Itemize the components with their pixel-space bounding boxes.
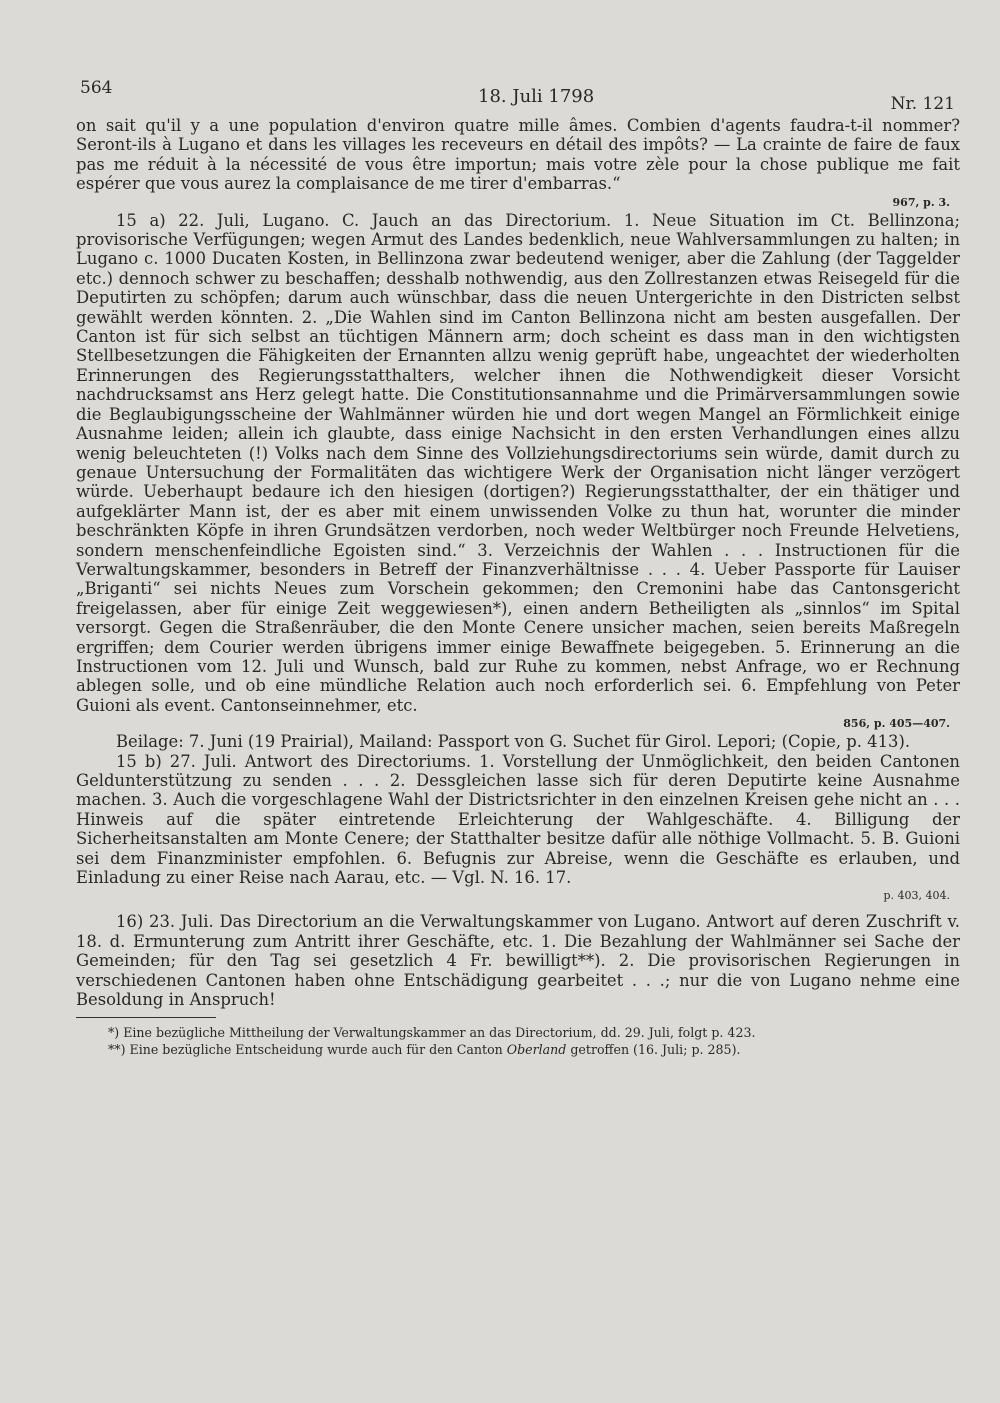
footnote-2-text: **) Eine bezügliche Entscheidung wurde auch für den Canton xyxy=(108,1042,507,1058)
running-title-date: 18. Juli 1798 xyxy=(478,86,595,107)
footnote-1: *) Eine bezügliche Mittheilung der Verwaltungskammer an das Directorium, dd. 29. Juli, folgt p. 423. xyxy=(108,1025,756,1041)
paragraph-15a: 15 a) 22. Juli, Lugano. C. Jauch an das Directorium. 1. Neue Situation im Ct. Bellinzona; provisorische Verfügungen; wegen Armut des Landes bedenklich, neue Wahlversammlungen zu halten; in Lugano c. 1000 Ducaten Kosten, in Bellinzona zwar bedeutend weniger, aber die Zahlung (der Taggelder etc.) dennoch schwer zu beschaffen; desshalb nothwendig, aus den Zollrestanzen etwas Reisegeld für die Deputirten zu schöpfen; darum auch wünschbar, dass die neuen Untergerichte in den Districten selbst gewählt werden könnten. 2. „Die Wahlen sind im Canton Bellinzona nicht am besten ausgefallen. Der Canton ist für sich selbst an tüchtigen Männern arm; doch scheint es dass man in den wichtigsten Stellbesetzungen die Fähigkeiten der Ernannten allzu wenig geprüft habe, ungeachtet der wiederholten Erinnerungen des Regierungsstatthalters, welcher ihnen die Nothwendigkeit dieser Vorsicht nachdrucksamst ans Herz gelegt hatte. Die Constitutionsannahme und die Primärversammlungen sowie die Beglaubigungsscheine der Wahlmänner würden hie und dort wegen Mangel an Förmlichkeit einige Ausnahme leiden; allein ich glaubte, dass einige Nachsicht in den ersten Verhandlungen eines allzu wenig beleuchteten (!) Volks nach dem Sinne des Vollziehungsdirectoriums sein würde, damit durch zu genaue Untersuchung der Formalitäten das wichtigere Werk der Organisation nicht länger verzögert würde. Ueberhaupt bedaure ich den hiesigen (dortigen?) Regierungsstatthalter, der ein thätiger und aufgeklärter Mann ist, der es aber mit einem unwissenden Volke zu thun hat, worunter die minder beschränkten Köpfe in ihren Grundsätzen verdorben, noch weder Weltbürger noch Freunde Helvetiens, sondern menschenfeindliche Egoisten sind.“ 3. Verzeichnis der Wahlen . . . Instructionen für die Verwaltungskammer, besonders in Betreff der Finanzverhältnisse . . . 4. Ueber Passporte für Lauiser „Briganti“ sei nichts Neues zum Vorschein gekommen; den Cremonini habe das Cantonsgericht freigelassen, aber für einige Zeit weggewiesen*), einen andern Betheiligten als „sinnlos“ im Spital versorgt. Gegen die Straßenräuber, die den Monte Cenere unsicher machen, seien bereits Maßregeln ergriffen; dem Courier werden übrigens immer einige Bewaffnete beigegeben. 5. Erinnerung an die Instructionen vom 12. Juli und Wunsch, bald zur Ruhe zu kommen, nebst Anfrage, wo er Rechnung ablegen solle, und ob eine mündliche Relation auch noch erforderlich sei. 6. Empfehlung von Peter Guioni als event. Cantonseinnehmer, etc. xyxy=(76,210,960,715)
paragraph-beilage: Beilage: 7. Juni (19 Prairial), Mailand: Passport von G. Suchet für Girol. Lepori; (Copie, p. 413). xyxy=(116,732,911,752)
archive-reference: 967, p. 3. xyxy=(892,195,950,209)
footnote-2-tail: getroffen (16. Juli; p. 285). xyxy=(566,1042,741,1058)
paragraph-letter-end: on sait qu'il y a une population d'environ quatre mille âmes. Combien d'agents faudra-t-il nommer? Seront-ils à Lugano et dans les villages les receveurs en détail des impôts? — La crainte de faire de faux pas me réduit à la nécessité de vous être importun; mais votre zèle pour la chose publique me fait espérer que vous aurez la complaisance de me tirer d'embarras.“ xyxy=(76,116,960,194)
archive-reference: 856, p. 405—407. xyxy=(843,717,950,731)
page-header xyxy=(80,72,960,112)
footnote-divider xyxy=(76,1017,216,1018)
footnote-2 xyxy=(76,1041,960,1058)
archive-reference: p. 403, 404. xyxy=(883,889,950,903)
paragraph-16: 16) 23. Juli. Das Directorium an die Verwaltungskammer von Lugano. Antwort auf deren Zuschrift v. 18. d. Ermunterung zum Antritt ihrer Geschäfte, etc. 1. Die Bezahlung der Wahlmänner sei Sache der Gemeinden; für den Tag sei gesetzlich 4 Fr. bewilligt**). 2. Die provisorischen Regierungen in verschiedenen Cantonen haben ohne Entschädigung gearbeitet . . .; nur die von Lugano nehme eine Besoldung in Anspruch! xyxy=(76,912,960,1010)
paragraph-15b: 15 b) 27. Juli. Antwort des Directoriums. 1. Vorstellung der Unmöglichkeit, den beiden Cantonen Geldunterstützung zu senden . . . 2. Dessgleichen lasse sich für deren Deputirte keine Ausnahme machen. 3. Auch die vorgeschlagene Wahl der Districtsrichter in den einzelnen Kreisen gehe nicht an . . . Hinweis auf die später eintretende Erleichterung der Wahlgeschäfte. 4. Billigung der Sicherheitsanstalten am Monte Cenere; der Statthalter besitze dafür alle nöthige Vollmacht. 5. B. Guioni sei dem Finanzminister empfohlen. 6. Befugnis zur Abreise, wenn die Geschäfte es erlauben, und Einladung zu einer Reise nach Aarau, etc. — Vgl. N. 16. 17. xyxy=(76,751,960,888)
footnote-2-canton: Oberland xyxy=(506,1042,567,1058)
page-number: 564 xyxy=(80,78,113,98)
document-number: Nr. 121 xyxy=(890,94,955,114)
body-text xyxy=(76,116,960,1058)
